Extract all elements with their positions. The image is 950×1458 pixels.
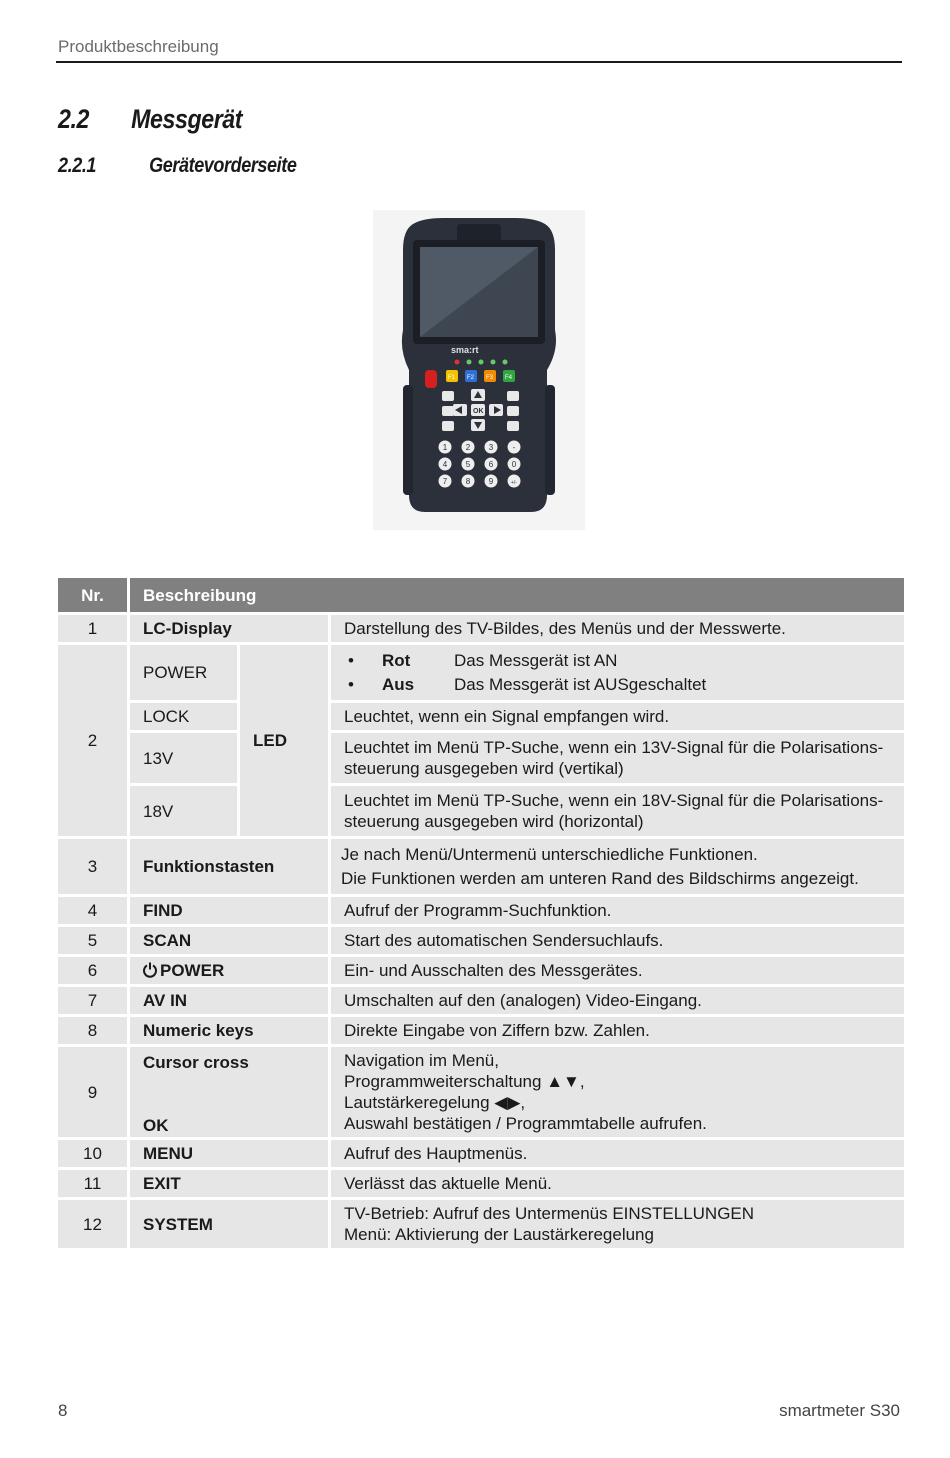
row-description: TV-Betrieb: Aufruf des Untermenüs EINSTELLUNGEN Menü: Aktivierung der Laustärkeregelung bbox=[331, 1200, 904, 1248]
row-number: 11 bbox=[58, 1170, 127, 1197]
table-row bbox=[58, 615, 904, 642]
document-title: smartmeter S30 bbox=[779, 1401, 900, 1420]
row-number: 5 bbox=[58, 927, 127, 954]
row-description: Umschalten auf den (analogen) Video-Eingang. bbox=[331, 987, 904, 1014]
row-name: EXIT bbox=[130, 1170, 328, 1197]
brand-logo: sma:rt bbox=[451, 345, 479, 355]
row-name: 13V bbox=[130, 733, 237, 783]
running-header: Produktbeschreibung bbox=[58, 37, 219, 56]
table-header-row bbox=[58, 578, 904, 612]
row-number: 10 bbox=[58, 1140, 127, 1167]
numeric-key-label: 8 bbox=[465, 477, 471, 486]
table-row bbox=[58, 897, 904, 924]
function-key-label: F1 bbox=[448, 375, 456, 381]
table-row bbox=[58, 1200, 904, 1248]
row-description: Ein- und Ausschalten des Messgerätes. bbox=[331, 957, 904, 984]
row-name: LOCK bbox=[130, 703, 237, 730]
section-heading bbox=[58, 104, 242, 135]
row-description: Navigation im Menü, Programmweiterschaltung ▲▼, Lautstärkeregelung ◀▶, Auswahl bestätigen / Programmtabelle aufrufen. bbox=[331, 1047, 904, 1137]
table-row bbox=[58, 1047, 904, 1137]
row-number: 3 bbox=[58, 839, 127, 894]
header-description: Beschreibung bbox=[130, 578, 904, 612]
table-row bbox=[58, 987, 904, 1014]
row-name: Numeric keys bbox=[130, 1017, 328, 1044]
numeric-key-label: 9 bbox=[488, 477, 494, 486]
bullet-item: • Rot Das Messgerät ist AN bbox=[348, 651, 618, 670]
row-number: 12 bbox=[58, 1200, 127, 1248]
row-number: 9 bbox=[58, 1047, 127, 1137]
row-name: 18V bbox=[130, 786, 237, 836]
led-power-icon bbox=[455, 360, 460, 365]
row-description: Direkte Eingabe von Ziffern bzw. Zahlen. bbox=[331, 1017, 904, 1044]
row-description bbox=[331, 645, 904, 700]
subsection-title: Gerätevorderseite bbox=[149, 154, 297, 177]
subsection-heading bbox=[58, 154, 296, 178]
row-description: Aufruf des Hauptmenüs. bbox=[331, 1140, 904, 1167]
numeric-key-label: +/- bbox=[511, 480, 517, 486]
numeric-key-label: 2 bbox=[465, 443, 471, 452]
row-description: Je nach Menü/Untermenü unterschiedliche Funktionen. Die Funktionen werden am unteren Rand des Bildschirms angezeigt. bbox=[331, 839, 904, 894]
numeric-key-label: 5 bbox=[465, 460, 471, 469]
row-number: 1 bbox=[58, 615, 127, 642]
row-description: Verlässt das aktuelle Menü. bbox=[331, 1170, 904, 1197]
svg-text:OK: OK bbox=[473, 408, 484, 415]
row-description: Darstellung des TV-Bildes, des Menüs und der Messwerte. bbox=[331, 615, 904, 642]
row-name: SYSTEM bbox=[130, 1200, 328, 1248]
header-rule bbox=[56, 61, 902, 63]
numeric-key-label: 6 bbox=[488, 460, 494, 469]
row-name: Funktionstasten bbox=[130, 839, 328, 894]
row-description: Leuchtet im Menü TP-Suche, wenn ein 18V-Signal für die Polarisations- steuerung ausgegeben wird (horizontal) bbox=[331, 786, 904, 836]
numeric-key-label: 7 bbox=[442, 477, 448, 486]
header-nr: Nr. bbox=[58, 578, 127, 612]
bullet-item: • Aus Das Messgerät ist AUSgeschaltet bbox=[348, 675, 707, 694]
numeric-key-label: 3 bbox=[488, 443, 494, 452]
table-row bbox=[58, 1170, 904, 1197]
table-row bbox=[58, 1017, 904, 1044]
row-name: SCAN bbox=[130, 927, 328, 954]
description-table bbox=[55, 575, 907, 1251]
row-number: 7 bbox=[58, 987, 127, 1014]
row-description: Leuchtet, wenn ein Signal empfangen wird. bbox=[331, 703, 904, 730]
power-key-icon bbox=[425, 370, 437, 388]
row-number: 6 bbox=[58, 957, 127, 984]
table-row bbox=[58, 786, 904, 836]
numeric-key-label: 4 bbox=[442, 460, 448, 469]
row-group-led: LED bbox=[240, 645, 328, 836]
section-number: 2.2 bbox=[58, 104, 90, 134]
row-name: POWER bbox=[130, 645, 237, 700]
table-row bbox=[58, 733, 904, 783]
row-description: Aufruf der Programm-Suchfunktion. bbox=[331, 897, 904, 924]
table-row bbox=[58, 1140, 904, 1167]
subsection-number: 2.2.1 bbox=[58, 154, 97, 177]
row-description: Leuchtet im Menü TP-Suche, wenn ein 13V-Signal für die Polarisations- steuerung ausgegeben wird (vertikal) bbox=[331, 733, 904, 783]
row-name: Cursor cross OK bbox=[130, 1047, 328, 1137]
function-key-label: F4 bbox=[505, 375, 513, 381]
row-name: FIND bbox=[130, 897, 328, 924]
device-image bbox=[373, 210, 585, 530]
row-description: Start des automatischen Sendersuchlaufs. bbox=[331, 927, 904, 954]
row-name: AV IN bbox=[130, 987, 328, 1014]
power-icon bbox=[143, 962, 157, 978]
row-number: 2 bbox=[58, 645, 127, 836]
row-name: LC-Display bbox=[130, 615, 328, 642]
numeric-key-label: 0 bbox=[511, 460, 517, 469]
function-key-label: F2 bbox=[467, 375, 475, 381]
table-row bbox=[58, 645, 904, 700]
row-number: 8 bbox=[58, 1017, 127, 1044]
table-row bbox=[58, 927, 904, 954]
table-row bbox=[58, 703, 904, 730]
numeric-key-label: 1 bbox=[442, 443, 448, 452]
row-name: POWER bbox=[130, 957, 328, 984]
section-title: Messgerät bbox=[131, 104, 243, 134]
function-key-label: F3 bbox=[486, 375, 494, 381]
page-number: 8 bbox=[58, 1401, 68, 1420]
numeric-key-label: - bbox=[512, 443, 516, 452]
table-row bbox=[58, 839, 904, 894]
row-number: 4 bbox=[58, 897, 127, 924]
table-row bbox=[58, 957, 904, 984]
row-name: MENU bbox=[130, 1140, 328, 1167]
